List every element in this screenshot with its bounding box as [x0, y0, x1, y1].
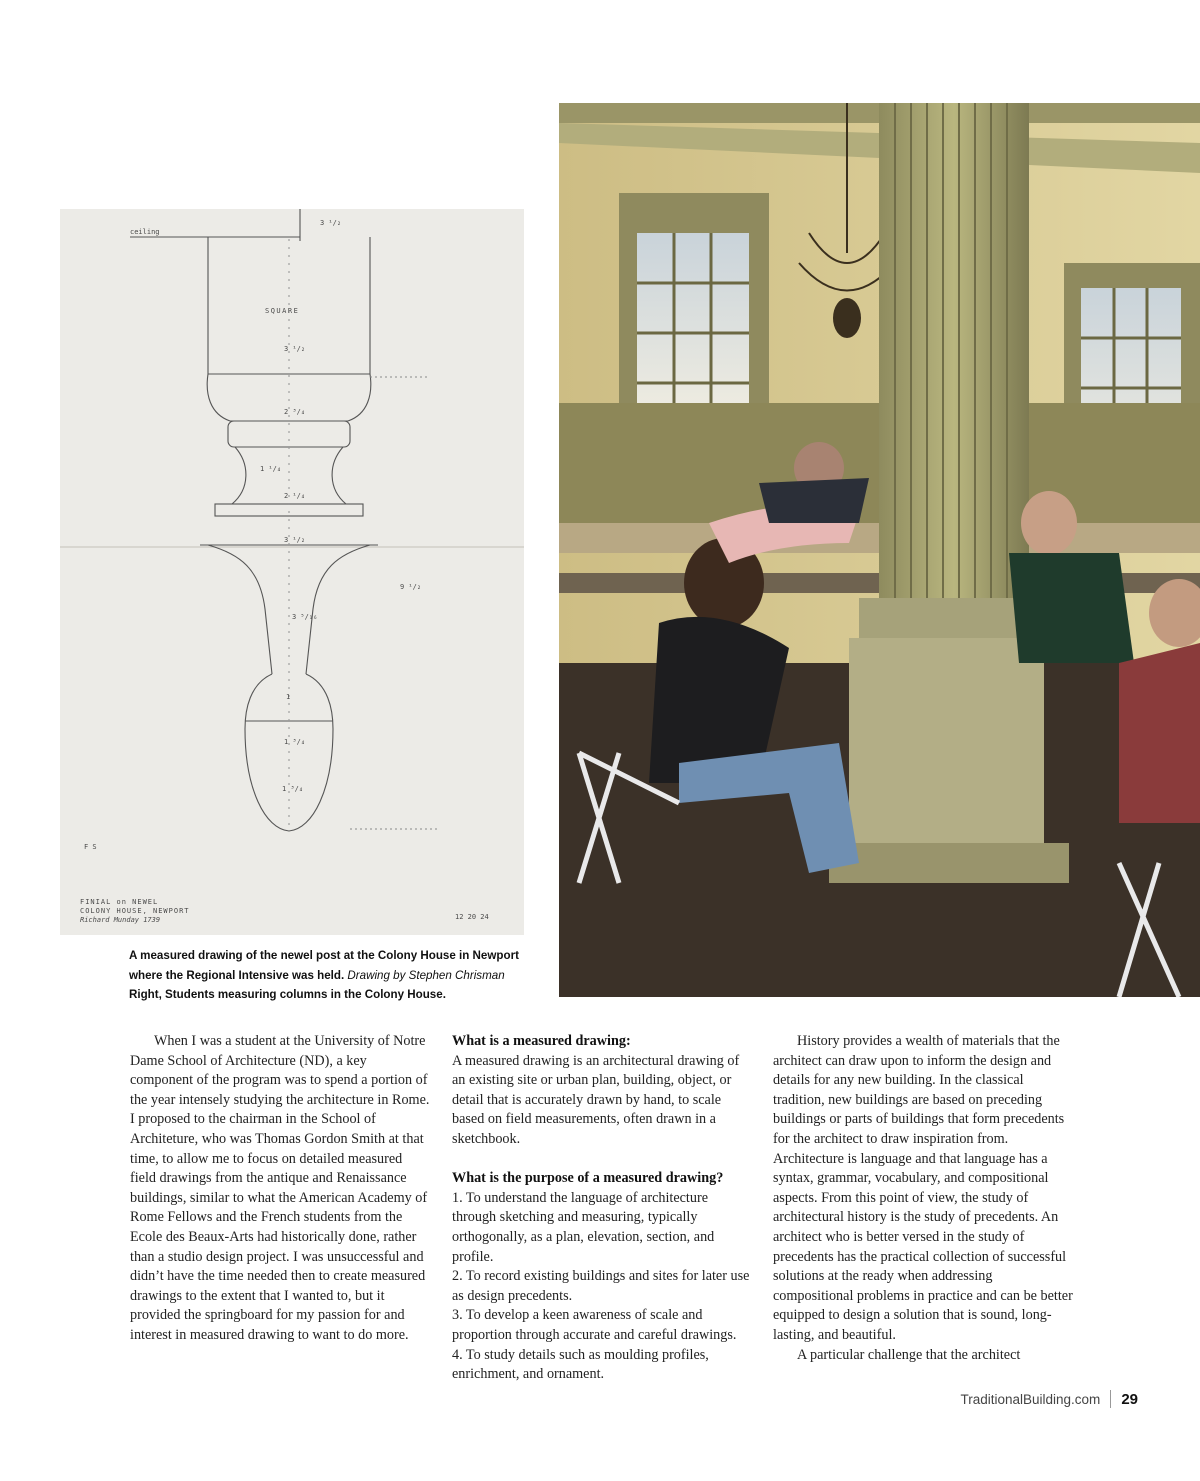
- newel-post-sketch: [60, 209, 524, 935]
- caption-credit: Drawing by Stephen Chrisman: [347, 968, 505, 982]
- caption-bold-text: A measured drawing of the newel post at the Colony House in Newport where the Regional Intensive was held.: [129, 949, 519, 982]
- dimension-label: 3 ¹/₂: [320, 219, 342, 227]
- caption-bold-text: Right, Students measuring columns in the Colony House.: [129, 988, 446, 1001]
- dimension-label: 1 ³/₄: [284, 738, 306, 746]
- section-heading: What is a measured drawing:: [452, 1033, 631, 1049]
- body-paragraph: A particular challenge that the architect: [797, 1346, 1021, 1363]
- dimension-label: 3 ¹/₂: [284, 536, 306, 544]
- students-measuring-column-photo: [559, 103, 1200, 997]
- body-paragraph: History provides a wealth of materials that the architect can draw upon to inform the design and details for any new building. In the classical tradition, new buildings are based on preceding buildings or parts of buildings that form precedents for the architect to draw inspiration from. Architecture is language and that language has a syntax, grammar, vocabulary, and compositional aspects. From this point of view, the study of architectural history is the study of precedents. An architect who is better versed in the study of precedents has the practical collection of successful solutions at the ready when addressing compositional problems in practice and can be better equipped to design a solution that is sound, long-lasting, and beautiful.: [773, 1033, 1073, 1343]
- measured-drawing-image: [60, 209, 524, 935]
- figure-caption: [129, 946, 549, 1005]
- dimension-label: 1 ³/₄: [282, 785, 304, 793]
- footer-divider: [1110, 1390, 1111, 1408]
- dimension-label: 1 ¹/₄: [260, 465, 282, 473]
- drawing-title-line: COLONY HOUSE, NEWPORT: [80, 907, 190, 915]
- section-heading: What is the purpose of a measured drawing?: [452, 1170, 724, 1187]
- dimension-label: 1: [286, 693, 291, 701]
- text-column-3: [773, 1032, 1073, 1365]
- dimension-label: 2 ³/₄: [284, 408, 306, 416]
- dimension-label: 3 ¹/₂: [284, 345, 306, 353]
- dimension-label: 2 ¹/₄: [284, 492, 306, 500]
- drawing-title-line: Richard Munday 1739: [80, 916, 161, 924]
- text-column-2: [452, 1032, 752, 1385]
- list-item: 4. To study details such as moulding profiles, enrichment, and ornament.: [452, 1346, 709, 1383]
- list-item: 3. To develop a keen awareness of scale and proportion through accurate and careful drawings.: [452, 1307, 737, 1343]
- body-paragraph: A measured drawing is an architectural drawing of an existing site or urban plan, building, object, or detail that is accurately drawn by hand, to scale based on field measurements, often drawn in a sketchbook.: [452, 1052, 740, 1147]
- drawing-date: 12 20 24: [455, 913, 489, 921]
- list-item: 2. To record existing buildings and sites for later use as design precedents.: [452, 1268, 750, 1304]
- square-label: SQUARE: [265, 307, 300, 315]
- page-number: 29: [1121, 1390, 1138, 1408]
- text-column-1: [130, 1032, 430, 1346]
- initials-label: F S: [84, 843, 97, 851]
- dimension-label: 9 ¹/₂: [400, 583, 422, 591]
- ceiling-label: ceiling: [130, 228, 160, 236]
- dimension-label: 3 ⁵/₁₆: [292, 613, 318, 621]
- footer-site: TraditionalBuilding.com: [960, 1391, 1101, 1407]
- drawing-title-line: FINIAL on NEWEL: [80, 898, 159, 906]
- page-footer: [960, 1390, 1138, 1408]
- classroom-photo: [559, 103, 1200, 997]
- list-item: 1. To understand the language of architecture through sketching and measuring, typically orthogonally, as a plan, elevation, section, and profile.: [452, 1189, 715, 1265]
- body-paragraph: When I was a student at the University of Notre Dame School of Architecture (ND), a key component of the program was to spend a portion of the year intensely studying the architecture in Rome. I proposed to the chairman in the School of Architeture, who was Thomas Gordon Smith at that time, to allow me to focus on detailed measured field drawings from the antique and Renaissance buildings, similar to what the American Academy of Rome Fellows and the French students from the Ecole des Beaux-Arts had historically done, rather than a studio design project. I was unsuccessful and didn’t have the time needed then to create measured drawings to the extent that I wanted to, but it provided the springboard for my passion for and interest in measured drawing to want to do more.: [130, 1033, 430, 1343]
